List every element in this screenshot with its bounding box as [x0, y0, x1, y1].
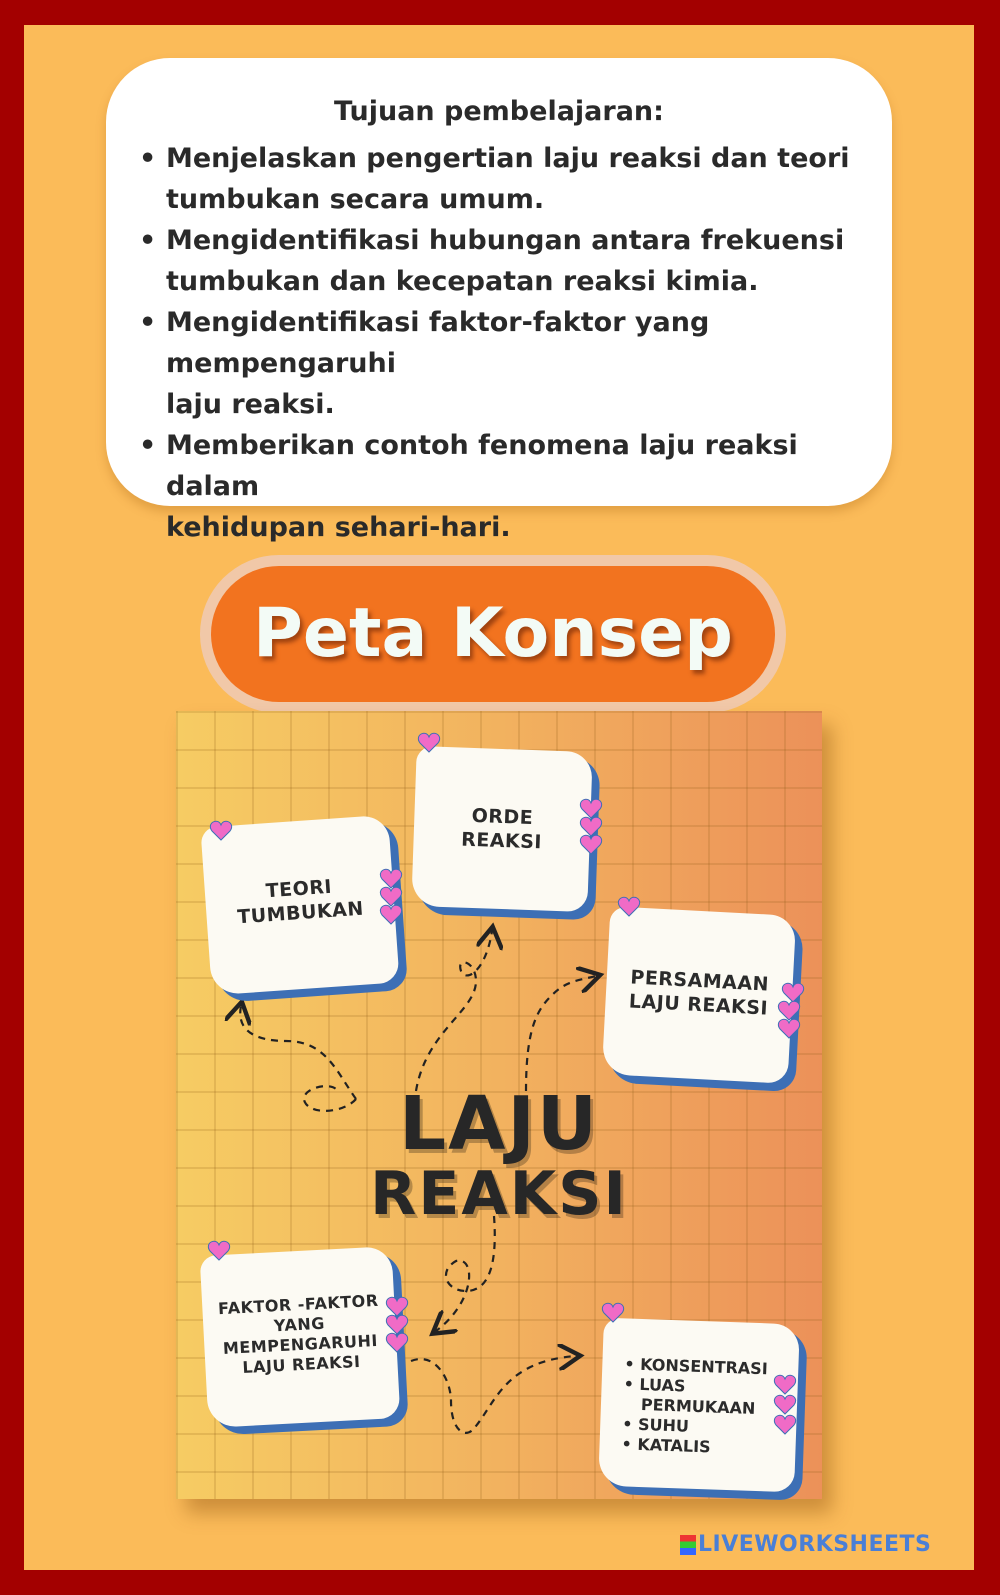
heart-icon [774, 1395, 795, 1414]
heart-icon [418, 733, 439, 752]
heart-icon [386, 1297, 407, 1316]
heart-icon [386, 1333, 407, 1352]
logo-text: LIVEWORKSHEETS [698, 1532, 932, 1557]
list-item: • SUHU [621, 1414, 690, 1436]
center-title-line2: REAKSI [370, 1159, 628, 1229]
heart-icon [602, 1303, 623, 1322]
node-label: ORDE [471, 804, 534, 830]
heart-decorations [176, 711, 822, 1499]
worksheet-page [24, 25, 974, 1570]
objective-text: Mengidentifikasi hubungan antara frekuensi [166, 225, 845, 256]
objective-item [139, 302, 878, 425]
bullet-icon: • [139, 307, 157, 338]
objective-item [139, 425, 878, 548]
node-label: TUMBUKAN [236, 897, 365, 929]
node-label: YANG [273, 1313, 326, 1336]
heart-icon [208, 1241, 229, 1260]
list-item-text: PERMUKAAN [640, 1394, 756, 1418]
list-item-text: SUHU [637, 1414, 690, 1436]
objectives-list [139, 138, 878, 548]
objective-item [139, 220, 878, 302]
heart-icon [778, 1001, 799, 1020]
concept-map-poster [176, 711, 822, 1499]
objective-text: tumbukan secara umum. [166, 184, 545, 215]
list-item-text: KONSENTRASI [639, 1354, 769, 1379]
node-label: FAKTOR -FAKTOR [217, 1290, 379, 1319]
list-item: • LUAS [623, 1374, 686, 1396]
objectives-card [106, 58, 892, 543]
list-item-text: LUAS [639, 1374, 686, 1396]
center-title-line1: LAJU [398, 1081, 600, 1167]
list-item: • KATALIS [621, 1434, 711, 1457]
node-label: LAJU REAKSI [628, 990, 769, 1020]
bullet-icon: • [139, 143, 157, 174]
objective-text: kehidupan sehari-hari. [166, 512, 511, 543]
list-item: • KONSENTRASI [624, 1354, 769, 1379]
heart-icon [580, 799, 601, 818]
node-label: TEORI [265, 875, 333, 903]
heart-icon [580, 835, 601, 854]
heart-icon [380, 887, 401, 906]
node-label: REAKSI [460, 828, 543, 854]
objective-text: laju reaksi. [166, 389, 335, 420]
heart-icon [380, 905, 401, 924]
heart-icon [580, 817, 601, 836]
node-label: LAJU REAKSI [241, 1351, 361, 1378]
heart-icon [618, 897, 639, 916]
heart-icon [210, 821, 231, 840]
heart-icon [774, 1415, 795, 1434]
heart-icon [778, 1019, 799, 1038]
heart-icon [386, 1315, 407, 1334]
heart-icon [380, 869, 401, 888]
liveworksheets-logo[interactable] [680, 1532, 931, 1557]
objectives-title: Tujuan pembelajaran: [334, 96, 664, 127]
objective-text: tumbukan dan kecepatan reaksi kimia. [166, 266, 759, 297]
node-label: MEMPENGARUHI [222, 1330, 379, 1359]
objective-text: Menjelaskan pengertian laju reaksi dan teori [166, 143, 850, 174]
bullet-icon: • [139, 225, 157, 256]
liveworksheets-icon [680, 1535, 696, 1555]
banner-title: Peta Konsep [253, 594, 733, 673]
objective-text: Mengidentifikasi faktor-faktor yang mempengaruhi [166, 307, 710, 379]
node-label: PERSAMAAN [629, 966, 770, 996]
objective-item [139, 138, 878, 220]
objective-text: Memberikan contoh fenomena laju reaksi dalam [166, 430, 798, 502]
list-item-text: KATALIS [637, 1434, 711, 1457]
bullet-icon: • [139, 430, 157, 461]
heart-icon [774, 1375, 795, 1394]
heart-icon [782, 983, 803, 1002]
